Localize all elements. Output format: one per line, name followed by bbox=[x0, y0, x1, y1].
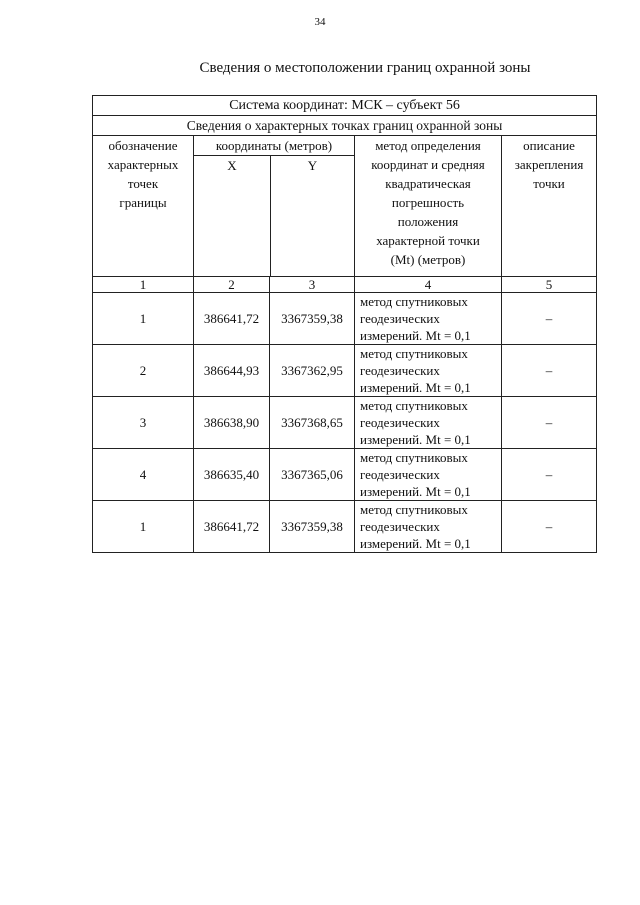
method-cell: метод спутниковых геодезических измерений. Mt = 0,1 bbox=[355, 397, 502, 449]
description-cell: – bbox=[502, 345, 597, 397]
table-row bbox=[93, 449, 597, 501]
point-id: 2 bbox=[93, 345, 194, 397]
coord-y: 3367365,06 bbox=[270, 449, 355, 501]
column-number: 4 bbox=[355, 277, 502, 293]
column-numbers-row bbox=[93, 277, 597, 293]
column-number: 2 bbox=[194, 277, 270, 293]
table-row bbox=[93, 501, 597, 553]
description-cell: – bbox=[502, 501, 597, 553]
page-number: 34 bbox=[314, 16, 326, 28]
coord-x: 386638,90 bbox=[194, 397, 270, 449]
description-cell: – bbox=[502, 293, 597, 345]
coord-y: 3367368,65 bbox=[270, 397, 355, 449]
header-method: метод определения координат и средняя квадратическая погрешность положения характерной точки (Mt) (метров) bbox=[355, 136, 502, 277]
header-x: X bbox=[194, 156, 271, 276]
column-number: 5 bbox=[502, 277, 597, 293]
point-id: 1 bbox=[93, 293, 194, 345]
column-number: 1 bbox=[93, 277, 194, 293]
coord-x: 386635,40 bbox=[194, 449, 270, 501]
table-row bbox=[93, 397, 597, 449]
method-cell: метод спутниковых геодезических измерений. Mt = 0,1 bbox=[355, 293, 502, 345]
coord-x: 386641,72 bbox=[194, 501, 270, 553]
table-row bbox=[93, 345, 597, 397]
table-row bbox=[93, 293, 597, 345]
method-cell: метод спутниковых геодезических измерений. Mt = 0,1 bbox=[355, 345, 502, 397]
coord-x: 386641,72 bbox=[194, 293, 270, 345]
header-designation: обозначение характерных точек границы bbox=[93, 136, 194, 277]
header-y: Y bbox=[307, 158, 318, 173]
coord-y: 3367359,38 bbox=[270, 501, 355, 553]
point-id: 1 bbox=[93, 501, 194, 553]
method-cell: метод спутниковых геодезических измерений. Mt = 0,1 bbox=[355, 501, 502, 553]
header-coordinates-label: координаты (метров) bbox=[194, 136, 354, 156]
coord-y: 3367359,38 bbox=[270, 293, 355, 345]
point-id: 3 bbox=[93, 397, 194, 449]
header-coordinates bbox=[194, 136, 355, 277]
description-cell: – bbox=[502, 397, 597, 449]
document-title: Сведения о местоположении границ охранной зоны bbox=[199, 60, 531, 76]
boundary-points-table bbox=[92, 95, 597, 553]
coordinate-system: Система координат: МСК – субъект 56 bbox=[93, 96, 597, 116]
header-description: описание закрепления точки bbox=[502, 136, 597, 277]
column-number: 3 bbox=[270, 277, 355, 293]
point-id: 4 bbox=[93, 449, 194, 501]
description-cell: – bbox=[502, 449, 597, 501]
method-cell: метод спутниковых геодезических измерений. Mt = 0,1 bbox=[355, 449, 502, 501]
coord-y: 3367362,95 bbox=[270, 345, 355, 397]
coord-x: 386644,93 bbox=[194, 345, 270, 397]
table-subtitle: Сведения о характерных точках границ охранной зоны bbox=[93, 116, 597, 136]
